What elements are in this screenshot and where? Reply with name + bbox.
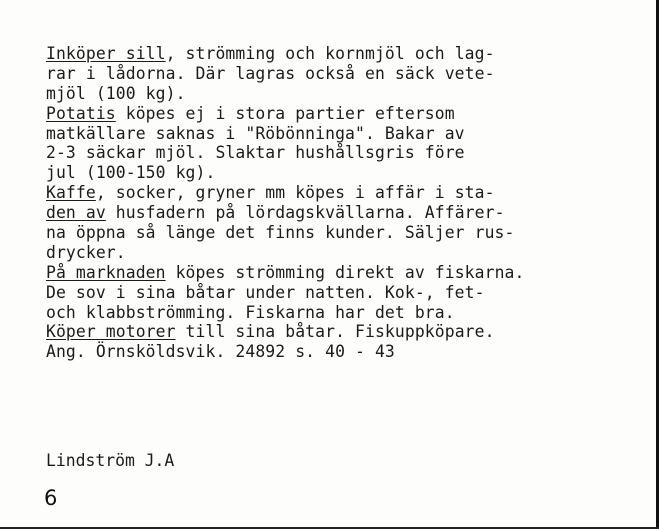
card-line-4 bbox=[46, 104, 646, 124]
card-line-7 bbox=[46, 163, 646, 183]
line-9-text: husfadern på lördagskvällarna. Affärer- bbox=[105, 203, 505, 223]
card-line-3 bbox=[46, 84, 646, 104]
line-1-underlined: Inköper sill bbox=[46, 44, 166, 63]
card-line-8 bbox=[46, 183, 646, 203]
card-line-14 bbox=[46, 303, 646, 323]
line-7-text: jul (100-150 kg). bbox=[46, 163, 216, 183]
card-line-9 bbox=[46, 203, 646, 223]
line-8-text: , socker, gryner mm köpes i affär i sta- bbox=[95, 183, 495, 203]
card-line-11 bbox=[46, 243, 646, 263]
card-line-10 bbox=[46, 223, 646, 243]
card-line-12 bbox=[46, 263, 646, 283]
informant-signature: Lindström J.A bbox=[46, 451, 175, 470]
line-10-text: na öppna så länge det finns kunder. Säljer rus- bbox=[46, 223, 515, 243]
line-1-text: , strömming och kornmjöl och lag- bbox=[165, 44, 495, 63]
line-9-underlined: den av bbox=[46, 203, 106, 223]
line-8-underlined: Kaffe bbox=[46, 183, 96, 203]
card-line-15 bbox=[46, 322, 646, 342]
line-12-underlined: På marknaden bbox=[46, 262, 166, 282]
card-line-1 bbox=[46, 44, 646, 64]
card-line-6 bbox=[46, 143, 646, 163]
line-12-text: köpes strömming direkt av fiskarna. bbox=[165, 262, 525, 282]
line-15-text: till sina båtar. Fiskuppköpare. bbox=[175, 322, 495, 342]
card-line-16 bbox=[46, 342, 646, 362]
line-6-text: 2-3 säckar mjöl. Slaktar hushållsgris före bbox=[46, 143, 465, 163]
line-11-text: drycker. bbox=[46, 242, 126, 262]
page-number: 6 bbox=[44, 486, 58, 510]
line-4-text: köpes ej i stora partier eftersom bbox=[115, 103, 455, 123]
line-15-underlined: Köper motorer bbox=[46, 322, 176, 342]
line-2-text: rar i lådorna. Där lagras också en säck vete- bbox=[46, 63, 495, 83]
line-5-text: matkällare saknas i "Röbönninga". Bakar av bbox=[46, 123, 465, 143]
line-3-text: mjöl (100 kg). bbox=[46, 83, 186, 103]
line-13-text: De sov i sina båtar under natten. Kok-, fet- bbox=[46, 282, 485, 302]
card-text bbox=[46, 44, 646, 362]
card-line-13 bbox=[46, 283, 646, 303]
card-line-5 bbox=[46, 124, 646, 144]
line-16-text: Ang. Örnsköldsvik. 24892 s. 40 - 43 bbox=[46, 342, 395, 362]
card-line-2 bbox=[46, 64, 646, 84]
line-4-underlined: Potatis bbox=[46, 103, 116, 123]
line-14-text: och klabbströmming. Fiskarna har det bra. bbox=[46, 302, 455, 322]
